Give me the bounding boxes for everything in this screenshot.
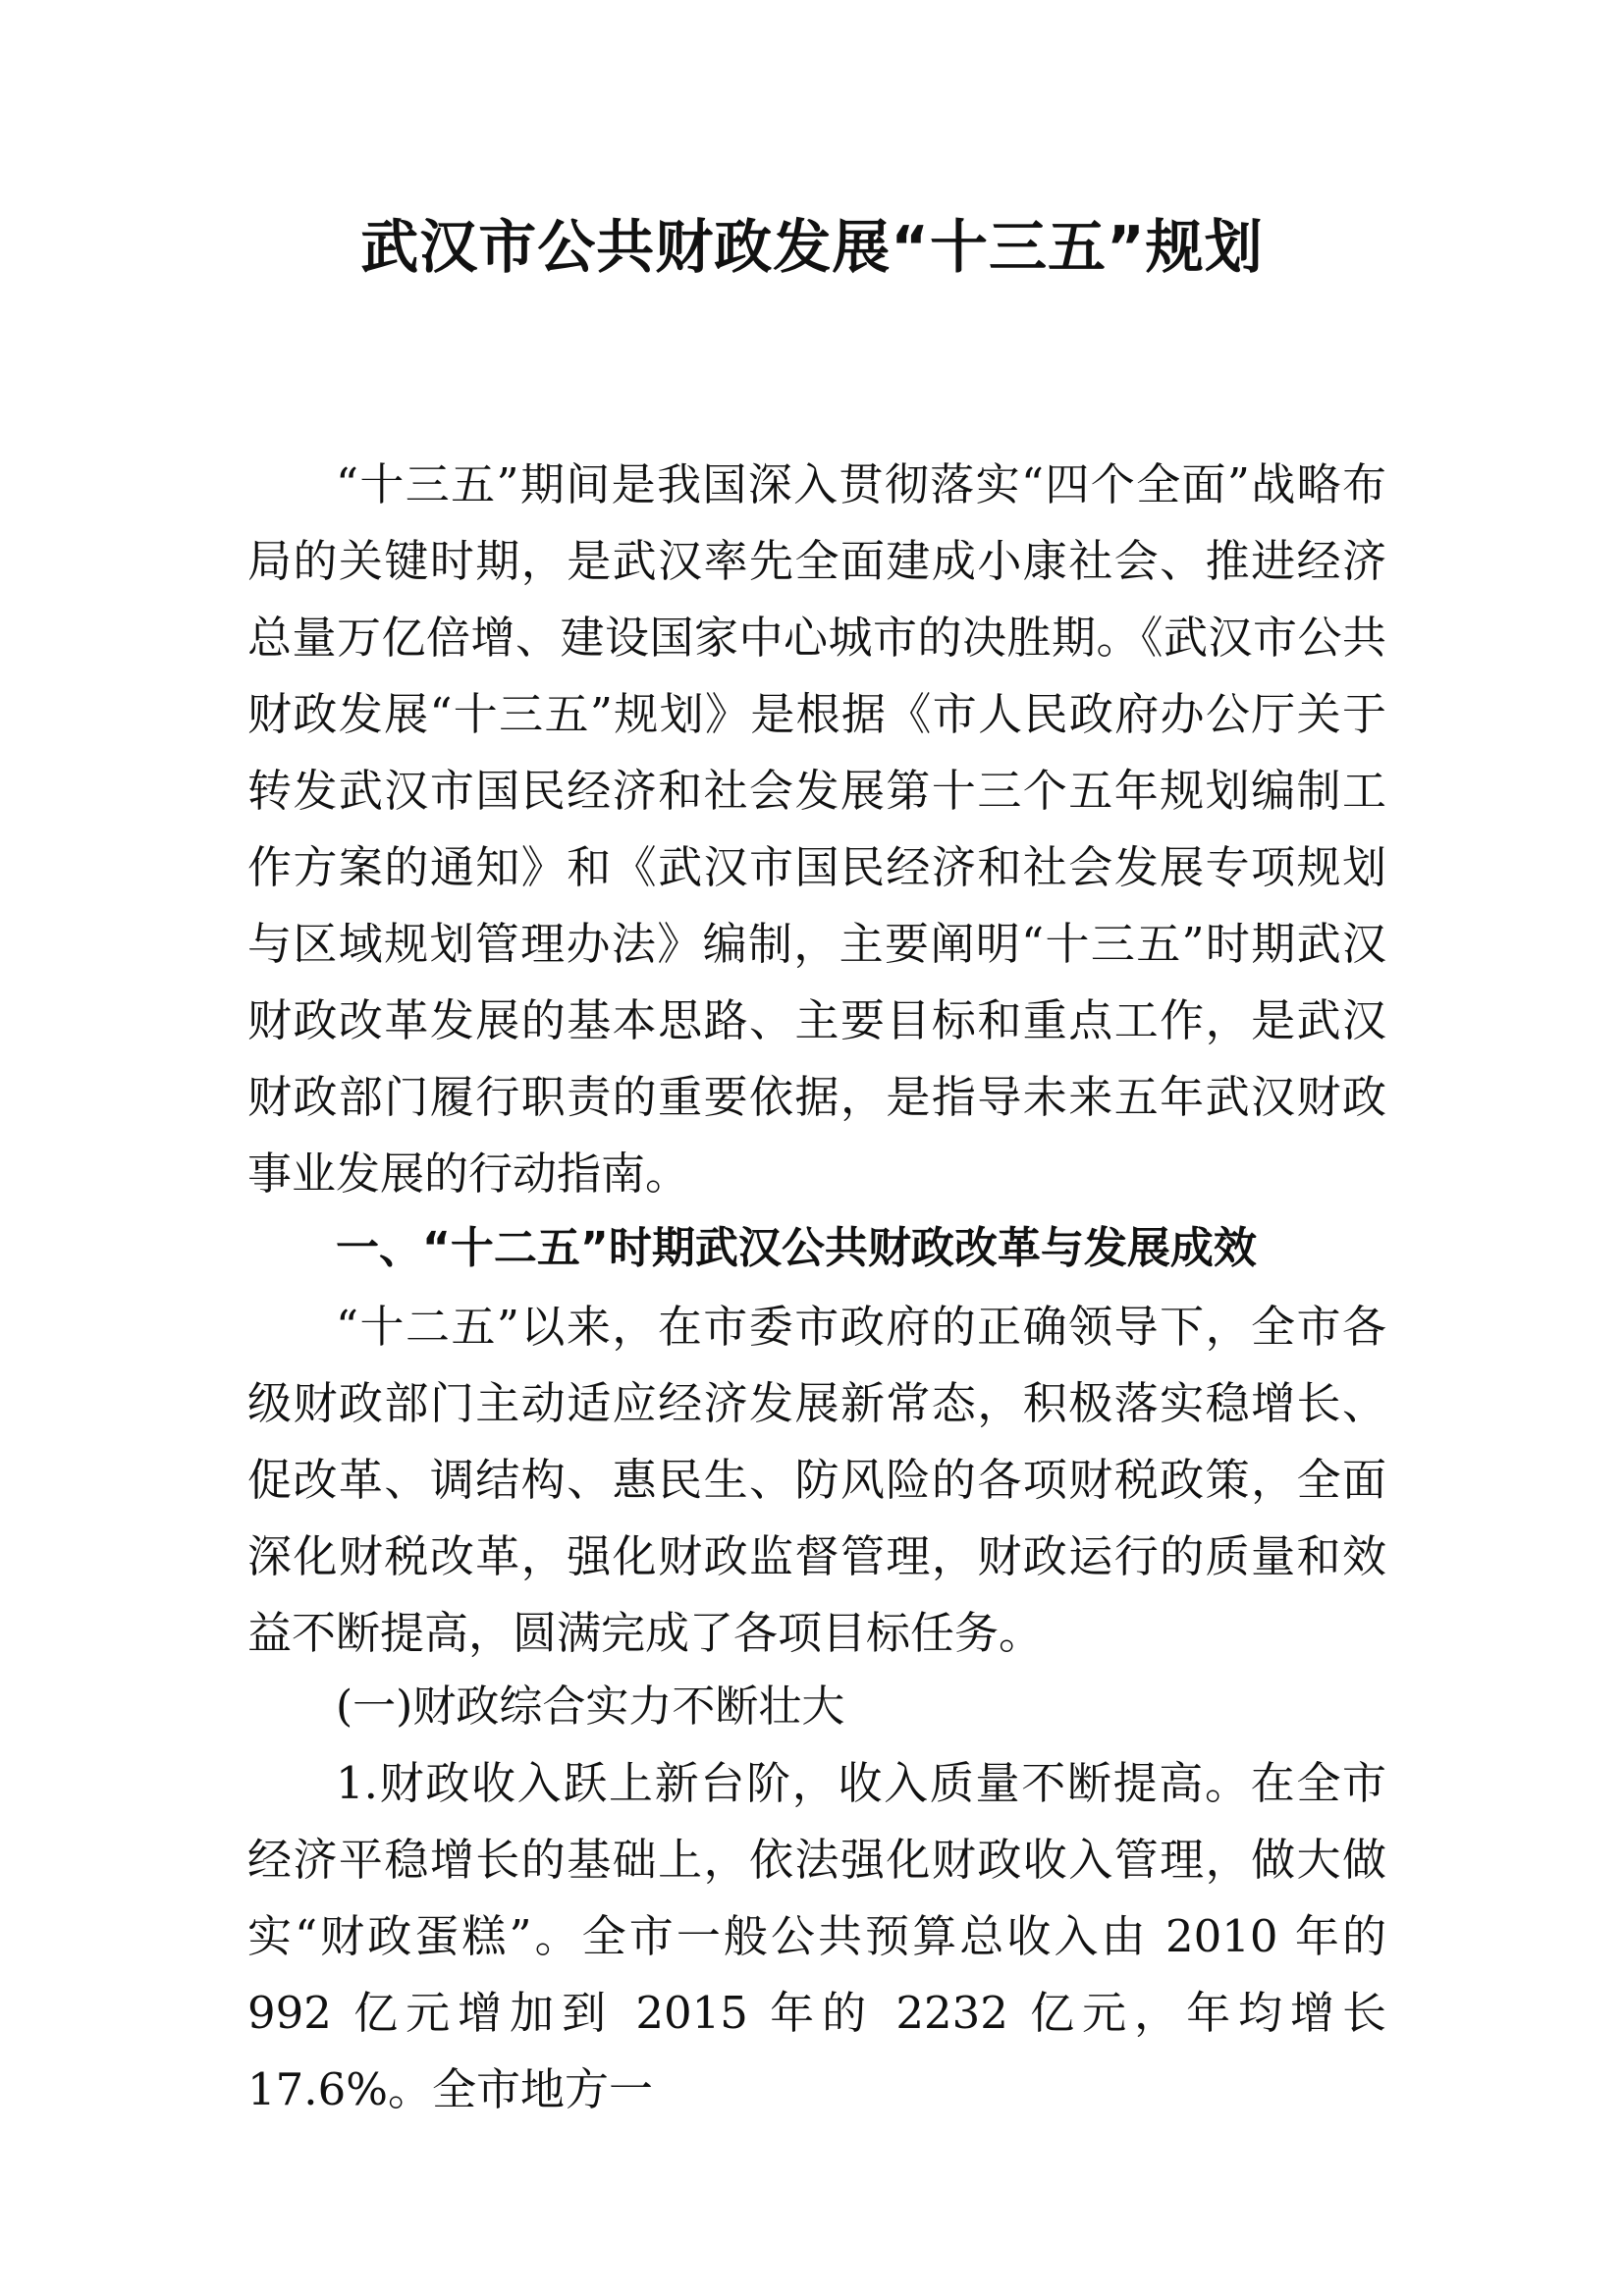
item-1-paragraph: 1.财政收入跃上新台阶，收入质量不断提高。在全市经济平稳增长的基础上，依法强化财政收入管理，做大做实“财政蛋糕”。全市一般公共预算总收入由 2010 年的 992 亿元增加到 2015 年的 2232 亿元，年均增长 17.6%。全市地方一 <box>247 1757 1386 2115</box>
intro-paragraph: “十三五”期间是我国深入贯彻落实“四个全面”战略布局的关键时期，是武汉率先全面建成小康社会、推进经济总量万亿倍增、建设国家中心城市的决胜期。《武汉市公共财政发展“十三五”规划》是根据《市人民政府办公厅关于转发武汉市国民经济和社会发展第十三个五年规划编制工作方案的通知》和《武汉市国民经济和社会发展专项规划与区域规划管理办法》编制，主要阐明“十三五”时期武汉财政改革发展的基本思路、主要目标和重点工作，是武汉财政部门履行职责的重要依据，是指导未来五年武汉财政事业发展的行动指南。 <box>247 458 1386 1200</box>
document-title: 武汉市公共财政发展“十三五”规划 <box>360 213 1264 281</box>
subsection-heading-1: (一)财政综合实力不断壮大 <box>336 1682 845 1732</box>
section-1-paragraph: “十二五”以来，在市委市政府的正确领导下，全市各级财政部门主动适应经济发展新常态，积极落实稳增长、促改革、调结构、惠民生、防风险的各项财税政策，全面深化财税改革，强化财政监督管理，财政运行的质量和效益不断提高，圆满完成了各项目标任务。 <box>247 1301 1386 1659</box>
section-heading-1: 一、“十二五”时期武汉公共财政改革与发展成效 <box>336 1223 1257 1273</box>
